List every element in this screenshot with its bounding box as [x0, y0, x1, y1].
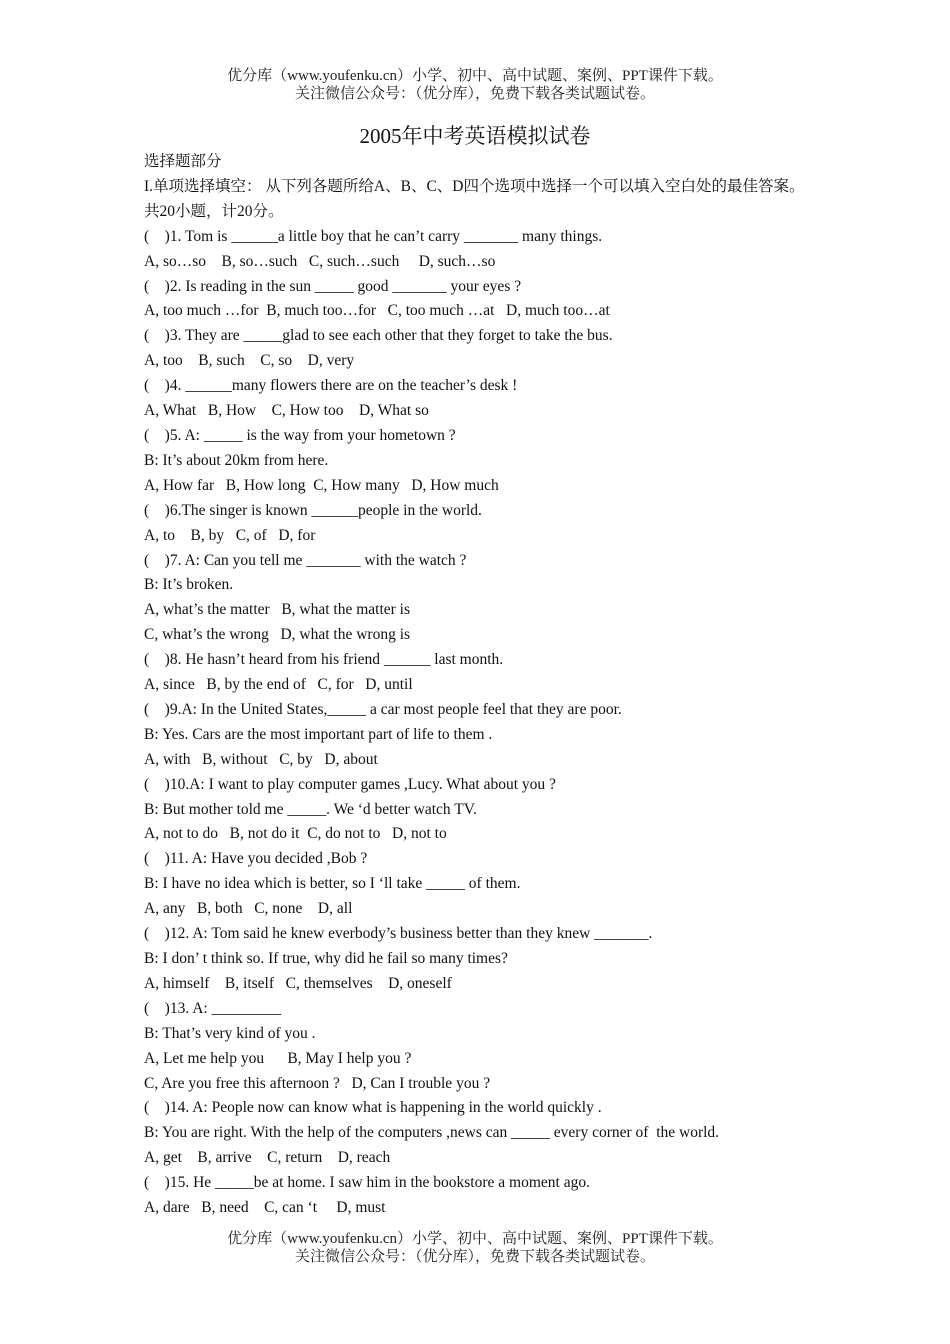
question-line: ( )15. He _____be at home. I saw him in the bookstore a moment ago. [144, 1174, 590, 1192]
option-line: A, How far B, How long C, How many D, How much [144, 476, 499, 494]
option-line: A, not to do B, not do it C, do not to D, not to [144, 825, 447, 843]
option-line: B: That’s very kind of you . [144, 1024, 316, 1042]
instructions: I.单项选择填空： 从下列各题所给A、B、C、D四个选项中选择一个可以填入空白处的最佳答案。共20小题，计20分。 [144, 177, 805, 220]
question-line: ( )11. A: Have you decided ,Bob ? [144, 850, 368, 868]
option-line: A, What B, How C, How too D, What so [144, 402, 429, 420]
question-line: ( )8. He hasn’t heard from his friend ______ last month. [144, 651, 504, 669]
question-line: ( )7. A: Can you tell me _______ with the watch ? [144, 551, 467, 569]
option-line: A, with B, without C, by D, about [144, 750, 378, 768]
option-line: A, Let me help you B, May I help you ? [144, 1049, 412, 1067]
option-line: A, so…so B, so…such C, such…such D, such…so [144, 252, 496, 270]
question-line: ( )14. A: People now can know what is happening in the world quickly . [144, 1099, 602, 1117]
question-line: ( )6.The singer is known ______people in the world. [144, 501, 482, 519]
question-line: ( )10.A: I want to play computer games ,Lucy. What about you ? [144, 775, 556, 793]
option-line: B: It’s about 20km from here. [144, 451, 329, 469]
option-line: B: But mother told me _____. We ‘d better watch TV. [144, 800, 477, 818]
header-line-2: 关注微信公众号：（优分库），免费下载各类试题试卷。 [294, 86, 655, 102]
option-line: B: I don’ t think so. If true, why did he fail so many times? [144, 950, 508, 967]
option-line: C, what’s the wrong D, what the wrong is [144, 626, 411, 644]
option-line: B: It’s broken. [144, 576, 234, 594]
option-line: A, dare B, need C, can ‘t D, must [144, 1199, 386, 1217]
section-heading: 选择题部分 [144, 153, 222, 170]
option-line: B: Yes. Cars are the most important part of life to them . [144, 725, 493, 743]
option-line: A, since B, by the end of C, for D, until [144, 676, 413, 694]
footer-line-1: 优分库（www.youfenku.cn）小学、初中、高中试题、案例、PPT课件下载。 [227, 1231, 723, 1247]
option-line: A, too much …for B, much too…for C, too much …at D, much too…at [144, 302, 610, 320]
question-list [144, 225, 814, 1221]
option-line: A, himself B, itself C, themselves D, oneself [144, 974, 452, 992]
question-line: ( )12. A: Tom said he knew everbody’s business better than they knew _______. [144, 925, 653, 943]
option-line: C, Are you free this afternoon ? D, Can I trouble you ? [144, 1074, 491, 1092]
option-line: A, get B, arrive C, return D, reach [144, 1149, 391, 1167]
question-line: ( )13. A: _________ [144, 999, 282, 1017]
option-line: A, to B, by C, of D, for [144, 526, 316, 544]
page-footer [0, 1230, 950, 1266]
question-line: ( )4. ______many flowers there are on the teacher’s desk ! [144, 377, 518, 395]
option-line: B: I have no idea which is better, so I ‘ll take _____ of them. [144, 875, 521, 893]
question-line: ( )2. Is reading in the sun _____ good _______ your eyes ? [144, 277, 522, 295]
question-line: ( )9.A: In the United States,_____ a car most people feel that they are poor. [144, 700, 622, 718]
question-line: ( )1. Tom is ______a little boy that he can’t carry _______ many things. [144, 227, 603, 245]
header-line-1: 优分库（www.youfenku.cn）小学、初中、高中试题、案例、PPT课件下载。 [227, 68, 723, 84]
exam-content [144, 150, 814, 1221]
question-line: ( )3. They are _____glad to see each other that they forget to take the bus. [144, 327, 613, 345]
page-title: 2005年中考英语模拟试卷 [359, 124, 591, 148]
option-line: A, any B, both C, none D, all [144, 900, 353, 918]
option-line: A, too B, such C, so D, very [144, 352, 355, 370]
page-header [0, 67, 950, 103]
question-line: ( )5. A: _____ is the way from your hometown ? [144, 426, 456, 444]
option-line: B: You are right. With the help of the computers ,news can _____ every corner of the world. [144, 1124, 720, 1142]
option-line: A, what’s the matter B, what the matter is [144, 601, 411, 619]
footer-line-2: 关注微信公众号：（优分库），免费下载各类试题试卷。 [294, 1249, 655, 1265]
